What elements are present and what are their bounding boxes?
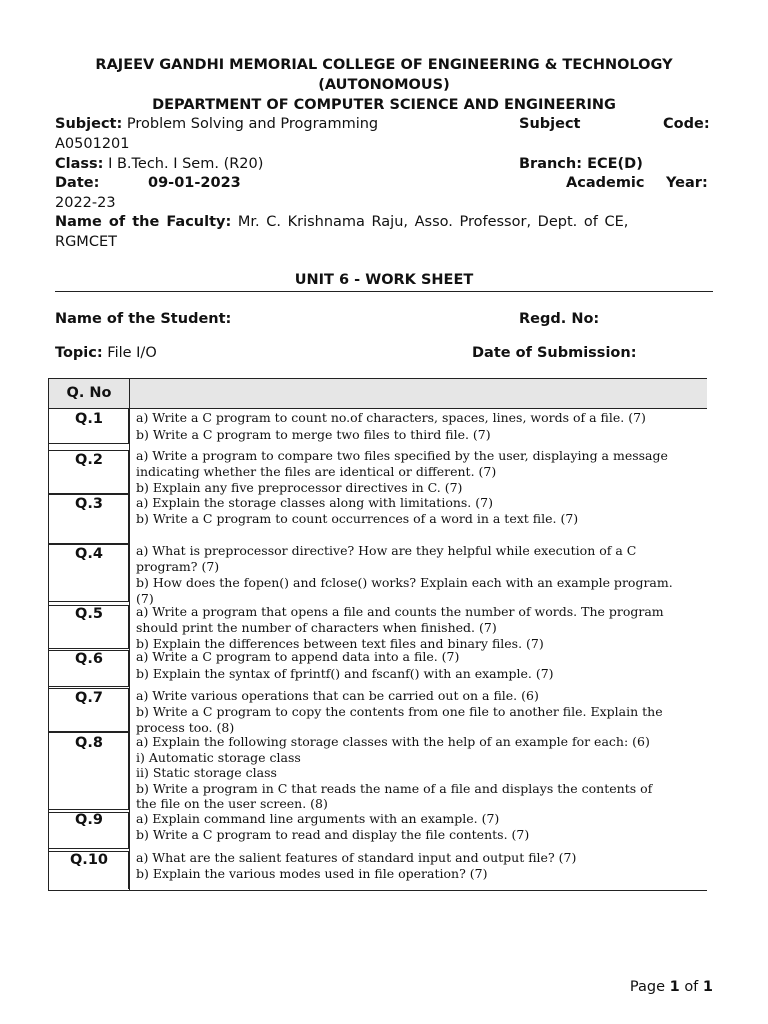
faculty-label: Name of the Faculty:: [55, 214, 232, 230]
academic-word1: Academic: [566, 175, 645, 191]
question-line: a) Write a program that opens a file and counts the number of words. The program: [136, 604, 664, 619]
question-number: Q.5: [75, 606, 103, 622]
college-name: RAJEEV GANDHI MEMORIAL COLLEGE OF ENGINEERING & TECHNOLOGY: [95, 57, 673, 73]
topic-label: Topic:: [55, 345, 103, 361]
question-line: a) Write various operations that can be carried out on a file. (6): [136, 688, 539, 703]
class-line: [55, 156, 263, 172]
question-line: b) Write a C program to read and display the file contents. (7): [136, 827, 530, 842]
topic-value: File I/O: [107, 345, 157, 361]
question-line: b) Write a program in C that reads the name of a file and displays the contents of: [136, 781, 653, 796]
question-line: a) Explain the following storage classes with the help of an example for each: (6): [136, 734, 650, 749]
question-line: program? (7): [136, 559, 220, 574]
submission-date-label: Date of Submission:: [472, 345, 637, 361]
question-line: b) Write a C program to merge two files to third file. (7): [136, 427, 491, 442]
faculty-value-cont: RGMCET: [55, 234, 117, 250]
question-line: b) Explain the various modes used in file operation? (7): [136, 866, 488, 881]
question-number: Q.7: [75, 690, 103, 706]
page-indicator: [630, 979, 713, 995]
question-line: process too. (8): [136, 720, 235, 735]
question-line: a) What are the salient features of standard input and output file? (7): [136, 850, 577, 865]
department-name: DEPARTMENT OF COMPUTER SCIENCE AND ENGINEERING: [152, 97, 616, 113]
faculty-line: [55, 214, 628, 230]
question-line: b) Explain the differences between text files and binary files. (7): [136, 636, 544, 651]
question-number: Q.4: [75, 546, 103, 562]
question-line: the file on the user screen. (8): [136, 796, 328, 811]
question-line: a) Write a program to compare two files specified by the user, displaying a message: [136, 448, 668, 463]
question-line: should print the number of characters when finished. (7): [136, 620, 497, 635]
of-word: of: [684, 979, 699, 995]
subject-code-word2: Code:: [663, 116, 710, 132]
column-divider: [129, 408, 130, 891]
regd-no-label: Regd. No:: [519, 311, 600, 327]
question-line: b) Write a C program to count occurrences of a word in a text file. (7): [136, 511, 579, 526]
subject-code-word1: Subject: [519, 116, 581, 132]
question-line: b) How does the fopen() and fclose() works? Explain each with an example program.: [136, 575, 673, 590]
faculty-value: Mr. C. Krishnama Raju, Asso. Professor, Dept. of CE,: [237, 214, 629, 230]
question-line: b) Write a C program to copy the contents from one file to another file. Explain the: [136, 704, 663, 719]
page-total: 1: [702, 979, 713, 995]
branch-label: Branch: ECE(D): [519, 156, 643, 172]
date-label: Date:: [55, 175, 100, 191]
question-line: indicating whether the files are identical or different. (7): [136, 464, 497, 479]
question-line: b) Explain the syntax of fprintf() and fscanf() with an example. (7): [136, 666, 554, 681]
academic-year-value: 2022-23: [55, 195, 116, 211]
question-line: ii) Static storage class: [136, 765, 277, 780]
student-name-label: Name of the Student:: [55, 311, 232, 327]
question-number: Q.1: [75, 411, 103, 427]
question-number: Q.10: [69, 852, 108, 868]
question-line: i) Automatic storage class: [136, 750, 301, 765]
question-line: a) Write a C program to append data into a file. (7): [136, 649, 460, 664]
sheet-title: UNIT 6 - WORK SHEET: [294, 272, 474, 288]
topic-line: [55, 345, 157, 361]
subject-label: Subject:: [55, 116, 123, 132]
class-label: Class:: [55, 156, 104, 172]
page-number: 1: [669, 979, 680, 995]
subject-line: [55, 116, 378, 132]
class-value: I B.Tech. I Sem. (R20): [108, 156, 264, 172]
question-number: Q.2: [75, 452, 103, 468]
date-value: 09-01-2023: [148, 175, 241, 191]
question-number: Q.6: [75, 651, 103, 667]
question-line: a) What is preprocessor directive? How are they helpful while execution of a C: [136, 543, 637, 558]
title-rule: [55, 291, 713, 292]
question-number: Q.9: [75, 812, 103, 828]
question-line: a) Explain command line arguments with an example. (7): [136, 811, 500, 826]
autonomous-label: (AUTONOMOUS): [318, 77, 450, 93]
q-no-header: Q. No: [49, 379, 130, 408]
table-header-row: [49, 379, 707, 409]
subject-value: Problem Solving and Programming: [126, 116, 379, 132]
question-number: Q.3: [75, 496, 103, 512]
page-word: Page: [629, 979, 665, 995]
question-line: a) Explain the storage classes along with limitations. (7): [136, 495, 493, 510]
question-line: (7): [136, 591, 154, 606]
question-number: Q.8: [75, 735, 103, 751]
subject-code-value: A0501201: [55, 136, 130, 152]
question-line: a) Write a C program to count no.of characters, spaces, lines, words of a file. (7): [136, 410, 646, 425]
question-line: b) Explain any five preprocessor directives in C. (7): [136, 480, 463, 495]
academic-word2: Year:: [666, 175, 708, 191]
questions-table: [48, 378, 707, 891]
